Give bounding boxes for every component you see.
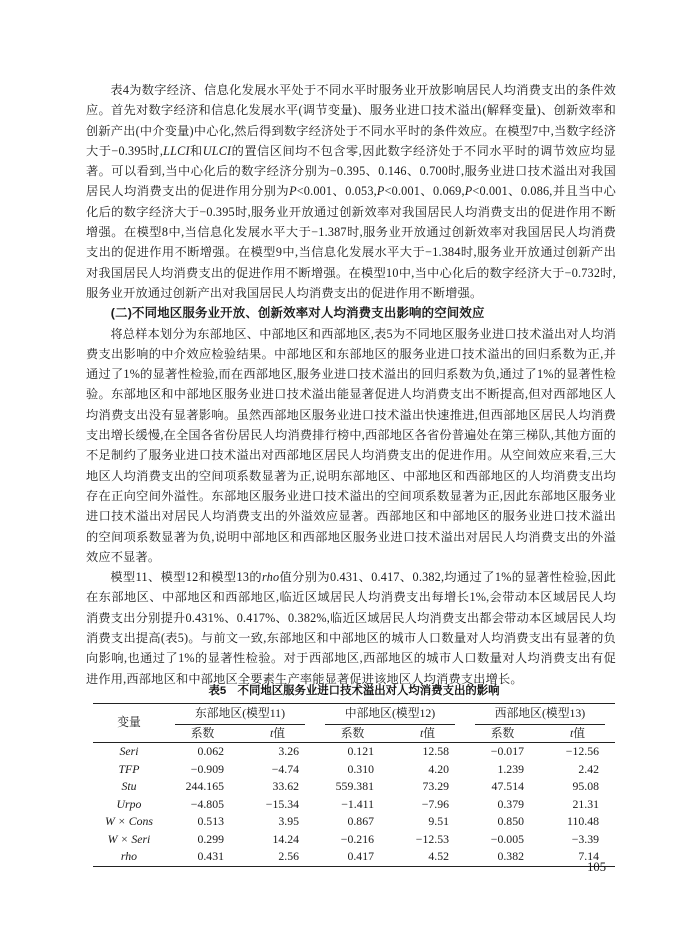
table5-subheader-coef-central: 系数 [315, 725, 390, 743]
table-row [93, 743, 615, 761]
cell: 0.310 [347, 761, 374, 776]
table5-group-header-row [93, 704, 615, 725]
table5-group-central [315, 704, 465, 725]
cell: −1.411 [341, 796, 374, 811]
paragraph-rho-spatial: 模型11、模型12和模型13的rho值分别为0.431、0.417、0.382,均通过了1%的显著性检验,因此在东部地区、中部地区和西部地区,临近区域居民人均消费支出每增长1%,会带动本区域居民人均消费支出分别提升0.431%、0.417%、0.382%,临近区域居民人均消费支出都会带动本区域居民人均消费支出提高(表5)。与前文一致,东部地区和中部地区的城市人口数量对人均消费支出有显著的负向影响,也通过了1%的显著性检验。对于西部地区,西部地区的城市人口数量对人均消费支出有促进作用,西部地区和中部地区全要素生产率能显著促进该地区人均消费支出增长。 [86, 570, 616, 686]
table5-subheader-coef-east: 系数 [165, 725, 240, 743]
cell: −0.216 [340, 831, 374, 846]
table-row [93, 761, 615, 779]
variable-cell: Seri [119, 744, 139, 758]
cell: −0.909 [190, 761, 224, 776]
cell: 7.14 [578, 849, 599, 863]
table-row [93, 831, 615, 849]
cell: 33.62 [272, 779, 299, 793]
cell: −12.56 [565, 744, 599, 758]
cell: 21.31 [572, 796, 599, 811]
table-row [93, 848, 615, 866]
variable-cell: TFP [118, 761, 140, 776]
table5-group-west-label: 西部地区(模型13) [475, 704, 605, 725]
table-row [93, 778, 615, 796]
cell: −4.805 [190, 796, 224, 811]
cell: 0.299 [197, 831, 224, 846]
section-heading: (二)不同地区服务业开放、创新效率对人均消费支出影响的空间效应 [110, 306, 485, 321]
cell: 0.431 [197, 849, 224, 863]
variable-cell: W × Cons [105, 814, 153, 828]
cell: 559.381 [335, 779, 374, 793]
cell: 0.850 [497, 814, 524, 828]
table5 [93, 703, 615, 867]
variable-cell: rho [120, 849, 138, 863]
cell: −0.005 [490, 831, 524, 846]
table5-subheader-t-central: t值 [390, 725, 465, 743]
cell: 4.52 [428, 849, 449, 863]
cell: 0.379 [497, 796, 524, 811]
cell: 0.382 [497, 849, 524, 863]
cell: 110.48 [566, 814, 599, 828]
table5-subheader-t-west: t值 [540, 725, 615, 743]
cell: 0.867 [347, 814, 374, 828]
table5-group-east-label: 东部地区(模型11) [175, 704, 305, 725]
variable-cell: W × Seri [107, 831, 151, 846]
cell: −0.017 [490, 744, 524, 758]
cell: 0.121 [347, 744, 374, 758]
table5-subheader-t-east: t值 [240, 725, 315, 743]
table5-section [93, 684, 615, 867]
cell: 0.513 [197, 814, 224, 828]
cell: 73.29 [422, 779, 449, 793]
table5-group-west [465, 704, 615, 725]
table5-group-east [165, 704, 315, 725]
paragraph-conditional-effects: 表4为数字经济、信息化发展水平处于不同水平时服务业开放影响居民人均消费支出的条件效应。首先对数字经济和信息化发展水平(调节变量)、服务业进口技术溢出(解释变量)、创新效率和创新产出(中介变量)中心化,然后得到数字经济处于不同水平时的条件效应。在模型7中,当数字经济大于−0.395时,LLCI和ULCI的置信区间均不包含零,因此数字经济处于不同水平时的调节效应均显著。可以看到,当中心化后的数字经济分别为−0.395、0.146、0.700时,服务业进口技术溢出对我国居民人均消费支出的促进作用分别为P<0.001、0.053,P<0.001、0.069,P<0.001、0.086,并且当中心化后的数字经济大于−0.395时,服务业开放通过创新效率对我国居民人均消费支出的促进作用不断增强。在模型8中,当信息化发展水平大于−1.387时,服务业开放通过创新效率对我国居民人均消费支出的促进作用不断增强。在模型9中,当信息化发展水平大于−1.384时,服务业开放通过创新产出对我国居民人均消费支出的促进作用不断增强。在模型10中,当中心化后的数字经济大于−0.732时,服务业开放通过创新产出对我国居民人均消费支出的促进作用不断增强。 [86, 83, 617, 300]
table5-header-variable: 变量 [93, 704, 165, 743]
cell: 2.56 [278, 849, 299, 863]
cell: 47.514 [491, 779, 524, 793]
cell: 0.062 [197, 744, 224, 758]
table5-subheader-coef-west: 系数 [465, 725, 540, 743]
cell: 244.165 [185, 779, 224, 793]
table5-caption: 表5 不同地区服务业进口技术溢出对人均消费支出的影响 [208, 685, 500, 697]
cell: −3.39 [571, 831, 599, 846]
cell: 2.42 [578, 761, 599, 776]
cell: 0.417 [347, 849, 374, 863]
article-body [86, 80, 616, 689]
cell: −7.96 [421, 796, 449, 811]
table-row [93, 796, 615, 814]
table5-group-central-label: 中部地区(模型12) [325, 704, 455, 725]
cell: 12.58 [422, 744, 449, 758]
cell: 1.239 [497, 761, 524, 776]
cell: −15.34 [265, 796, 299, 811]
table5-subheader-row [93, 725, 615, 743]
cell: 3.26 [278, 744, 299, 758]
cell: −12.53 [415, 831, 449, 846]
table-row [93, 813, 615, 831]
page-number: 105 [587, 860, 606, 874]
cell: 3.95 [278, 814, 299, 828]
paragraph-regional-mediation: 将总样本划分为东部地区、中部地区和西部地区,表5为不同地区服务业进口技术溢出对人均消费支出影响的中介效应检验结果。中部地区和东部地区的服务业进口技术溢出的回归系数为正,并通过了1%的显著性检验,而在西部地区,服务业进口技术溢出的回归系数为负,通过了1%的显著性检验。东部地区和中部地区服务业进口技术溢出能显著促进人均消费支出不断提高,但对西部地区人均消费支出没有显著影响。虽然西部地区服务业进口技术溢出快速推进,但西部地区居民人均消费支出增长缓慢,在全国各省份居民人均消费排行榜中,西部地区各省份普遍处在第三梯队,其他方面的不足制约了服务业进口技术溢出对西部地区居民人均消费支出的促进作用。从空间效应来看,三大地区人均消费支出的空间项系数显著为正,说明东部地区、中部地区和西部地区的人均消费支出均存在正向空间外溢性。东部地区服务业进口技术溢出的空间项系数显著为正,因此东部地区服务业进口技术溢出对居民人均消费支出的外溢效应显著。西部地区和中部地区的服务业进口技术溢出的空间项系数显著为负,说明中部地区和西部地区服务业进口技术溢出对居民人均消费支出的外溢效应不显著。 [86, 326, 617, 564]
variable-cell: Stu [121, 779, 137, 793]
cell: 14.24 [272, 831, 299, 846]
variable-cell: Urpo [116, 796, 142, 811]
cell: 9.51 [428, 814, 449, 828]
cell: −4.74 [271, 761, 299, 776]
cell: 95.08 [572, 779, 599, 793]
cell: 4.20 [428, 761, 449, 776]
